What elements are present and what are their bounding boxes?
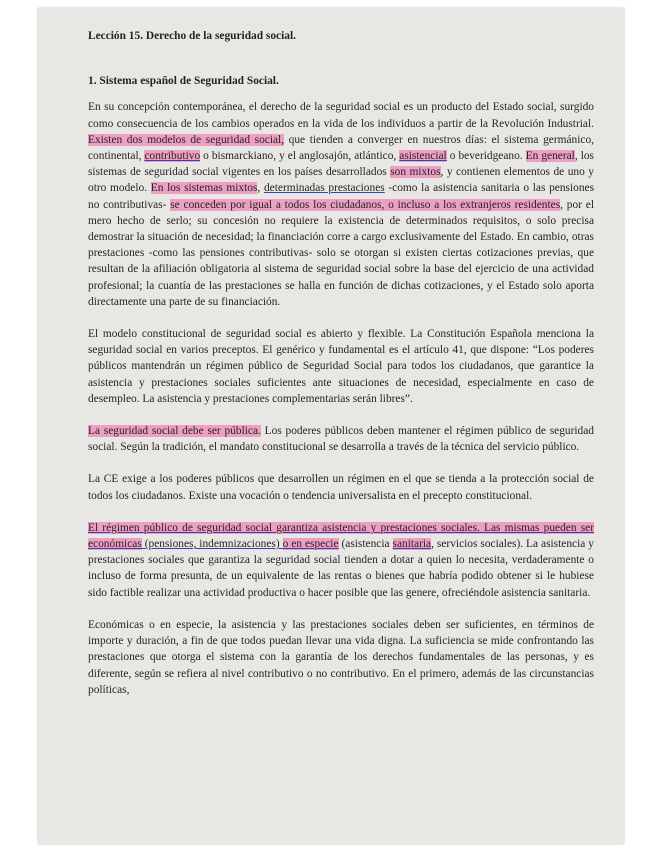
highlighted-underlined-text: asistencial <box>399 150 447 163</box>
text-run: -como la asistencia sanitaria o las pensiones no contributivas- <box>88 182 595 211</box>
highlighted-text: Existen dos modelos de seguridad social, <box>88 133 285 146</box>
text-run: que tienden a converger en nuestros días: el sistema germánico, continental, <box>88 133 594 163</box>
text-run: o bismarckiano, y el anglosajón, atlántico, <box>200 150 400 163</box>
paragraph-1 <box>88 99 594 310</box>
highlighted-underlined-text: o en especie <box>282 538 339 551</box>
text-run: Los poderes públicos deben mantener el régimen público de seguridad social. Según la tradición, el mandato constitucional se desarrolla a través de la técnica del servicio público. <box>88 425 594 454</box>
text-run: , <box>257 182 264 195</box>
highlighted-underlined-text: El régimen público de seguridad social garantiza asistencia y prestaciones sociales. Las mismas pueden ser económicas <box>88 521 594 551</box>
text-run: El modelo constitucional de seguridad social es abierto y flexible. La Constitución Española menciona la seguridad social en varios preceptos. El genérico y fundamental es el artículo 41, que dispone: “Los poderes públicos mantendrán un régimen público de Seguridad Social para todos los ciudadanos, que garantice la asistencia y prestaciones sociales suficientes ante situaciones de necesidad, especialmente en caso de desempleo. La asistencia y prestaciones complementarias serán libres”. <box>88 328 594 405</box>
paragraph-4 <box>88 471 594 503</box>
lesson-title: Lección 15. Derecho de la seguridad social. <box>88 30 296 42</box>
paragraph-2 <box>88 326 594 407</box>
text-run: , por el mero hecho de serlo; su concesión no requiere la existencia de determinados requisitos, o solo precisa demostrar la situación de necesidad; la financiación corre a cargo exclusivamente del Estado. En cambio, otras prestaciones -como las pensiones contributivas- solo se otorgan si existen ciertas cotizaciones previas, que resultan de la afiliación obligatoria al sistema de seguridad social sobre la base del ejercicio de una actividad profesional; la cuantía de las prestaciones se halla en función de dichas cotizaciones, y el Estado solo aporta directamente una parte de su financiación. <box>88 198 595 308</box>
highlighted-text: se conceden por igual a todos los ciudadanos, o incluso a los extranjeros residentes <box>170 198 561 211</box>
text-run: o beveridgeano. <box>446 150 526 163</box>
highlighted-text: En general <box>525 150 575 163</box>
text-run: , y contienen elementos de uno y otro modelo. <box>88 166 594 195</box>
text-run: Económicas o en especie, la asistencia y las prestaciones sociales deben ser suficientes, en términos de importe y duración, a fin de que todos puedan llevar una vida digna. La suficiencia se mide confrontando las prestaciones que otorga el sistema con la garantía de los derechos fundamentales de las personas, y es diferente, según se refiera al nivel contributivo o no contributivo. En el primero, además de las circunstancias políticas, <box>88 618 594 696</box>
underlined-text: determinadas prestaciones <box>263 182 385 195</box>
paper-sheet <box>38 8 624 844</box>
paragraph-container <box>88 99 594 698</box>
text-run: En su concepción contemporánea, el derecho de la seguridad social es un producto del Estado social, surgido como consecuencia de los cambios operados en la vida de los individuos a partir de la Revolución Industrial. <box>88 101 594 130</box>
text-run: , los sistemas de seguridad social vigentes en los países desarrollados <box>88 150 594 179</box>
document-body <box>88 28 594 714</box>
highlighted-text: La seguridad social debe ser pública. <box>88 425 261 438</box>
section-title: 1. Sistema español de Seguridad Social. <box>88 75 279 88</box>
paragraph-5 <box>88 520 594 601</box>
paragraph-3 <box>88 423 594 455</box>
highlighted-underlined-text: sanitaria <box>392 538 432 551</box>
underlined-text: (pensiones, indemnizaciones) <box>141 538 283 551</box>
text-run: La CE exige a los poderes públicos que desarrollen un régimen en el que se tienda a la protección social de todos los ciudadanos. Existe una vocación o tendencia universalista en el precepto constitucional. <box>88 473 594 502</box>
text-run: , servicios sociales). La asistencia y prestaciones sociales que garantiza la seguridad social tienden a dotar a quien lo necesita, verdaderamente o incluso de forma presunta, de un equivalente de las rentas o bienes que habría podido obtener si le hubiese sido factible realizar una actividad productiva o hacer posible que las genere, ofreciéndole asistencia sanitaria. <box>88 538 594 599</box>
highlighted-text: son mixtos <box>390 166 441 179</box>
paragraph-6 <box>88 617 594 698</box>
text-run: (asistencia <box>338 538 393 551</box>
highlighted-text: En los sistemas mixtos <box>150 182 258 195</box>
highlighted-underlined-text: contributivo <box>144 150 201 163</box>
